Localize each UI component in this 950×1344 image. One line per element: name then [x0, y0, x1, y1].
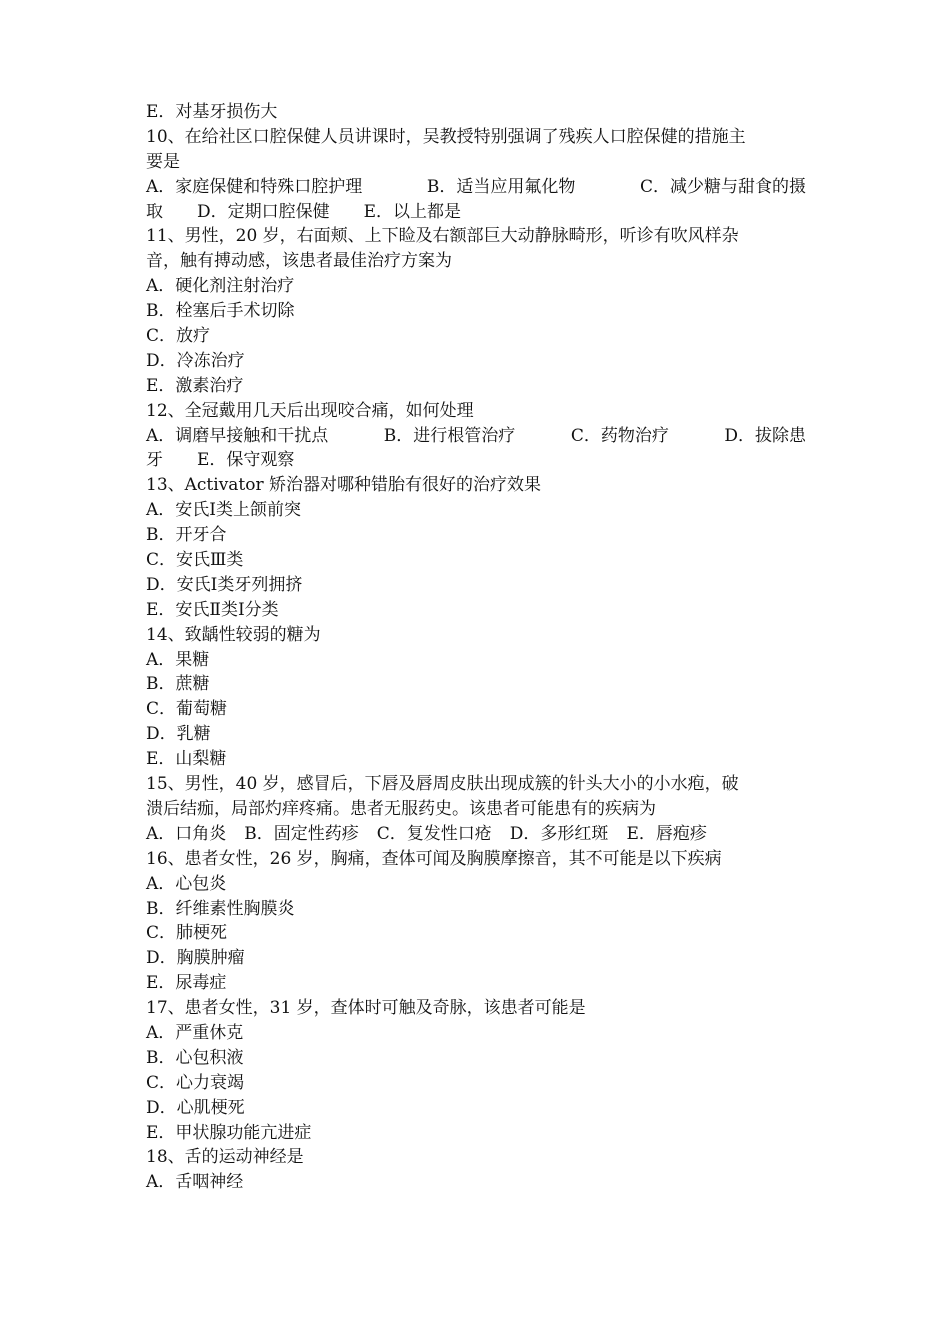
option-line: A．硬化剂注射治疗: [146, 276, 295, 297]
option-b: B．进行根管治疗: [383, 425, 516, 446]
question-12-options-row-2: [146, 448, 806, 473]
option-line: E．对基牙损伤大: [146, 102, 278, 122]
option-line: E．激素治疗: [146, 375, 244, 396]
question-13-line: 13、Activator 矫治器对哪种错胎有很好的治疗效果: [146, 475, 542, 496]
question-15-line-2: 溃后结痂，局部灼痒疼痛。患者无服药史。该患者可能患有的疾病为: [146, 798, 656, 819]
question-12-line: 12、全冠戴用几天后出现咬合痛，如何处理: [146, 400, 474, 421]
option-line: D．冷冻治疗: [146, 350, 245, 371]
question-18-line: 18、舌的运动神经是: [146, 1147, 304, 1168]
question-15-line-1: 15、男性，40 岁，感冒后，下唇及唇周皮肤出现成簇的针头大小的小水疱，破: [146, 774, 739, 795]
option-d: D．多形红斑: [509, 823, 609, 844]
option-line: C．放疗: [146, 326, 211, 347]
option-line: E．甲状腺功能亢进症: [146, 1122, 312, 1143]
option-line: D．乳糖: [146, 724, 211, 745]
option-line: D．胸膜肿瘤: [146, 948, 245, 969]
question-16-line: 16、患者女性，26 岁，胸痛，查体可闻及胸膜摩擦音，其不可能是以下疾病: [146, 848, 722, 869]
option-line: B．心包积液: [146, 1047, 244, 1068]
question-12-options-row-1: [146, 424, 806, 449]
option-b: B．固定性药疹: [244, 823, 359, 844]
option-line: A．心包炎: [146, 873, 227, 894]
option-b: B．适当应用氟化物: [426, 176, 576, 197]
option-line: E．安氏Ⅱ类Ⅰ分类: [146, 599, 279, 620]
option-line: E．山梨糖: [146, 749, 227, 770]
option-c: C．减少糖与甜食的摄: [639, 176, 806, 197]
option-line: C．心力衰竭: [146, 1072, 245, 1093]
option-a: A．调磨早接触和干扰点: [146, 425, 329, 446]
option-c-continued: 取: [146, 201, 163, 222]
question-11-line-2: 音，触有搏动感，该患者最佳治疗方案为: [146, 251, 452, 272]
question-10-line-1: 10、在给社区口腔保健人员讲课时，吴教授特别强调了残疾人口腔保健的措施主: [146, 126, 746, 147]
option-a: A．口角炎: [146, 823, 227, 844]
option-d-continued: 牙: [146, 450, 163, 471]
question-10-options-row-2: [146, 200, 806, 225]
option-e: E．唇疱疹: [626, 823, 707, 844]
option-line: E．尿毒症: [146, 973, 227, 994]
question-10-options-row-1: [146, 175, 806, 200]
question-15-options-row: [146, 822, 806, 847]
question-17-line: 17、患者女性，31 岁，查体时可触及奇脉，该患者可能是: [146, 998, 586, 1019]
option-line: C．肺梗死: [146, 923, 228, 944]
option-line: A．严重休克: [146, 1022, 244, 1043]
option-line: C．葡萄糖: [146, 699, 228, 720]
option-line: A．安氏Ⅰ类上颌前突: [146, 500, 301, 521]
option-line: B．蔗糖: [146, 674, 210, 695]
option-c: C．药物治疗: [570, 425, 669, 446]
option-e: E．以上都是: [363, 201, 462, 222]
option-line: D．心肌梗死: [146, 1097, 245, 1118]
question-14-line: 14、致龋性较弱的糖为: [146, 624, 321, 645]
option-line: C．安氏Ⅲ类: [146, 550, 244, 571]
question-10-line-2: 要是: [146, 151, 180, 172]
option-line: A．果糖: [146, 649, 210, 670]
option-d: D．定期口腔保健: [197, 201, 330, 222]
option-line: B．开牙合: [146, 525, 227, 546]
option-a: A．家庭保健和特殊口腔护理: [146, 176, 363, 197]
exam-question-text: [146, 100, 806, 1195]
option-line: B．栓塞后手术切除: [146, 301, 295, 322]
question-11-line-1: 11、男性，20 岁，右面颊、上下睑及右额部巨大动静脉畸形，听诊有吹风样杂: [146, 226, 739, 247]
option-c: C．复发性口疮: [376, 823, 492, 844]
option-line: B．纤维素性胸膜炎: [146, 898, 295, 919]
option-line: D．安氏Ⅰ类牙列拥挤: [146, 574, 303, 595]
option-e: E．保守观察: [197, 450, 295, 471]
option-d: D．拔除患: [724, 425, 806, 446]
option-line: A．舌咽神经: [146, 1172, 244, 1193]
